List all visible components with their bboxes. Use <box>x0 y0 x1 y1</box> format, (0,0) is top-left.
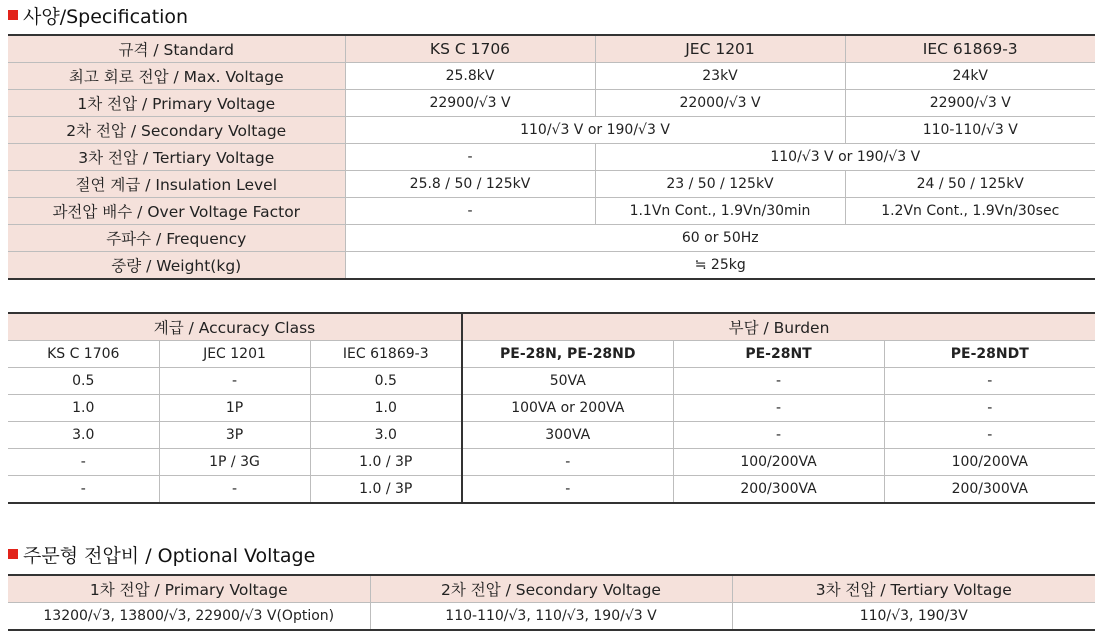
jec-cell: 3P <box>159 422 310 449</box>
row-label: 과전압 배수 / Over Voltage Factor <box>8 198 345 225</box>
pe28n-cell: - <box>462 476 673 504</box>
ks-header: KS C 1706 <box>345 35 595 63</box>
optional-section-title: 주문형 전압비 / Optional Voltage <box>8 541 315 567</box>
pe28n-cell: 300VA <box>462 422 673 449</box>
pe28ndt-cell: - <box>884 395 1095 422</box>
all-value: 60 or 50Hz <box>345 225 1095 252</box>
pe28nt-cell: - <box>673 395 884 422</box>
pe28ndt-subheader: PE-28NDT <box>884 341 1095 368</box>
iec-value: 22900/√3 V <box>845 90 1095 117</box>
iec-value: 110-110/√3 V <box>845 117 1095 144</box>
ks-value: - <box>345 144 595 171</box>
pe28n-cell: - <box>462 449 673 476</box>
accuracy-class-header: 계급 / Accuracy Class <box>8 313 462 341</box>
frequency-row <box>8 225 1095 252</box>
iec-value: 1.2Vn Cont., 1.9Vn/30sec <box>845 198 1095 225</box>
row-label: 1차 전압 / Primary Voltage <box>8 90 345 117</box>
iec-cell: 1.0 / 3P <box>310 476 462 504</box>
pe28ndt-cell: 100/200VA <box>884 449 1095 476</box>
table-row <box>8 449 1095 476</box>
red-square-bullet-icon <box>8 549 18 559</box>
iec-subheader: IEC 61869-3 <box>310 341 462 368</box>
optional-voltage-table <box>8 574 1095 631</box>
pe28ndt-cell: 200/300VA <box>884 476 1095 504</box>
ks-cell: 1.0 <box>8 395 159 422</box>
primary-voltage-header: 1차 전압 / Primary Voltage <box>8 575 370 603</box>
accuracy-subheader-row <box>8 341 1095 368</box>
ks-cell: 0.5 <box>8 368 159 395</box>
iec-value: 24kV <box>845 63 1095 90</box>
spec-table <box>8 34 1095 280</box>
jec-cell: - <box>159 476 310 504</box>
jec-subheader: JEC 1201 <box>159 341 310 368</box>
ks-value: - <box>345 198 595 225</box>
ks-cell: - <box>8 476 159 504</box>
jec-value: 22000/√3 V <box>595 90 845 117</box>
row-label: 3차 전압 / Tertiary Voltage <box>8 144 345 171</box>
jec-cell: - <box>159 368 310 395</box>
secondary-voltage-row <box>8 117 1095 144</box>
iec-cell: 3.0 <box>310 422 462 449</box>
pe28ndt-cell: - <box>884 422 1095 449</box>
insulation-level-row <box>8 171 1095 198</box>
pe28nt-cell: - <box>673 422 884 449</box>
optional-value-row <box>8 603 1095 631</box>
ks-jec-value: 110/√3 V or 190/√3 V <box>345 117 845 144</box>
standard-header: 규격 / Standard <box>8 35 345 63</box>
row-label: 절연 계급 / Insulation Level <box>8 171 345 198</box>
pe28nt-cell: - <box>673 368 884 395</box>
pe28n-cell: 50VA <box>462 368 673 395</box>
iec-cell: 1.0 <box>310 395 462 422</box>
jec-cell: 1P / 3G <box>159 449 310 476</box>
ks-value: 22900/√3 V <box>345 90 595 117</box>
max-voltage-row <box>8 63 1095 90</box>
table-row <box>8 476 1095 504</box>
secondary-voltage-header: 2차 전압 / Secondary Voltage <box>370 575 732 603</box>
jec-value: 23kV <box>595 63 845 90</box>
tertiary-voltage-header: 3차 전압 / Tertiary Voltage <box>732 575 1095 603</box>
spec-header-row <box>8 35 1095 63</box>
table-row <box>8 395 1095 422</box>
pe28n-subheader: PE-28N, PE-28ND <box>462 341 673 368</box>
jec-header: JEC 1201 <box>595 35 845 63</box>
row-label: 최고 회로 전압 / Max. Voltage <box>8 63 345 90</box>
all-value: ≒ 25kg <box>345 252 1095 280</box>
iec-header: IEC 61869-3 <box>845 35 1095 63</box>
tertiary-voltage-row <box>8 144 1095 171</box>
secondary-voltage-value: 110-110/√3, 110/√3, 190/√3 V <box>370 603 732 631</box>
iec-cell: 0.5 <box>310 368 462 395</box>
ks-subheader: KS C 1706 <box>8 341 159 368</box>
pe28n-cell: 100VA or 200VA <box>462 395 673 422</box>
optional-header-row <box>8 575 1095 603</box>
accuracy-burden-table <box>8 312 1095 504</box>
red-square-bullet-icon <box>8 10 18 20</box>
spec-section-title: 사양/Specification <box>8 2 188 28</box>
table-row <box>8 422 1095 449</box>
jec-iec-value: 110/√3 V or 190/√3 V <box>595 144 1095 171</box>
primary-voltage-value: 13200/√3, 13800/√3, 22900/√3 V(Option) <box>8 603 370 631</box>
burden-header: 부담 / Burden <box>462 313 1095 341</box>
row-label: 2차 전압 / Secondary Voltage <box>8 117 345 144</box>
row-label: 중량 / Weight(kg) <box>8 252 345 280</box>
jec-cell: 1P <box>159 395 310 422</box>
iec-value: 24 / 50 / 125kV <box>845 171 1095 198</box>
iec-cell: 1.0 / 3P <box>310 449 462 476</box>
pe28nt-cell: 100/200VA <box>673 449 884 476</box>
pe28nt-cell: 200/300VA <box>673 476 884 504</box>
row-label: 주파수 / Frequency <box>8 225 345 252</box>
primary-voltage-row <box>8 90 1095 117</box>
jec-value: 23 / 50 / 125kV <box>595 171 845 198</box>
jec-value: 1.1Vn Cont., 1.9Vn/30min <box>595 198 845 225</box>
over-voltage-factor-row <box>8 198 1095 225</box>
ks-value: 25.8kV <box>345 63 595 90</box>
ks-cell: 3.0 <box>8 422 159 449</box>
ks-cell: - <box>8 449 159 476</box>
tertiary-voltage-value: 110/√3, 190/3V <box>732 603 1095 631</box>
pe28ndt-cell: - <box>884 368 1095 395</box>
table-row <box>8 368 1095 395</box>
ks-value: 25.8 / 50 / 125kV <box>345 171 595 198</box>
pe28nt-subheader: PE-28NT <box>673 341 884 368</box>
accuracy-group-header-row <box>8 313 1095 341</box>
weight-row <box>8 252 1095 280</box>
